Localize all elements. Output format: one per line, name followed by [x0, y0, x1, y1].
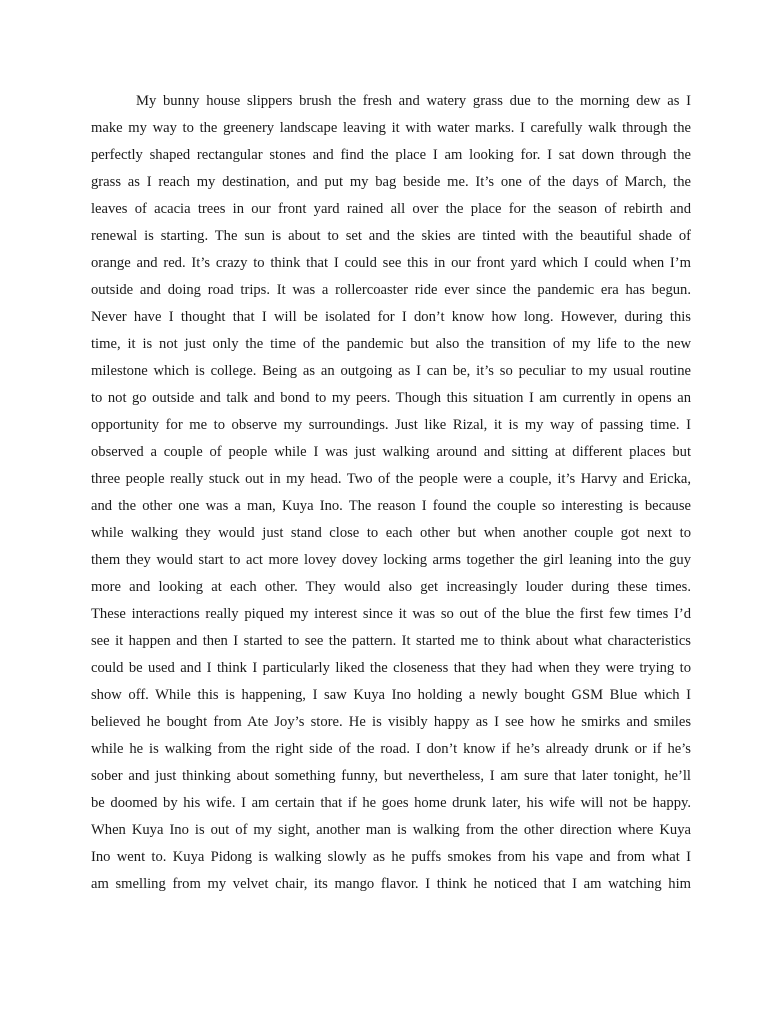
paragraph-line: time, it is not just only the time of the pandemic but also the transition of my life to the new — [91, 336, 691, 352]
paragraph-line: be doomed by his wife. I am certain that if he goes home drunk later, his wife will not be happy. — [91, 795, 691, 811]
paragraph-line: while he is walking from the right side of the road. I don’t know if he’s already drunk or if he’s — [91, 741, 691, 757]
paragraph-line: believed he bought from Ate Joy’s store. He is visibly happy as I see how he smirks and smiles — [91, 714, 691, 730]
paragraph-line: make my way to the greenery landscape leaving it with water marks. I carefully walk through the — [91, 120, 691, 136]
paragraph-line: more and looking at each other. They would also get increasingly louder during these times. — [91, 579, 691, 595]
paragraph-line: them they would start to act more lovey dovey locking arms together the girl leaning into the guy — [91, 552, 691, 568]
paragraph-line: renewal is starting. The sun is about to set and the skies are tinted with the beautiful shade of — [91, 228, 691, 244]
paragraph-line: show off. While this is happening, I saw Kuya Ino holding a newly bought GSM Blue which I — [91, 687, 691, 703]
paragraph-line: and the other one was a man, Kuya Ino. The reason I found the couple so interesting is because — [91, 498, 691, 514]
paragraph-line: My bunny house slippers brush the fresh and watery grass due to the morning dew as I — [136, 93, 691, 109]
paragraph-line: Ino went to. Kuya Pidong is walking slowly as he puffs smokes from his vape and from what I — [91, 849, 691, 865]
essay-paragraph — [91, 88, 691, 898]
paragraph-line: These interactions really piqued my interest since it was so out of the blue the first few times I’d — [91, 606, 691, 622]
paragraph-line: milestone which is college. Being as an outgoing as I can be, it’s so peculiar to my usual routine — [91, 363, 691, 379]
paragraph-line: When Kuya Ino is out of my sight, another man is walking from the other direction where Kuya — [91, 822, 691, 838]
paragraph-line: Never have I thought that I will be isolated for I don’t know how long. However, during this — [91, 309, 691, 325]
paragraph-line: while walking they would just stand close to each other but when another couple got next to — [91, 525, 691, 541]
paragraph-line: grass as I reach my destination, and put my bag beside me. It’s one of the days of March, the — [91, 174, 691, 190]
paragraph-line: observed a couple of people while I was just walking around and sitting at different places but — [91, 444, 691, 460]
paragraph-line: leaves of acacia trees in our front yard rained all over the place for the season of rebirth and — [91, 201, 691, 217]
paragraph-line: to not go outside and talk and bond to my peers. Though this situation I am currently in opens an — [91, 390, 691, 406]
paragraph-line: three people really stuck out in my head. Two of the people were a couple, it’s Harvy and Ericka, — [91, 471, 691, 487]
paragraph-line: see it happen and then I started to see the pattern. It started me to think about what characteristics — [91, 633, 691, 649]
paragraph-line: sober and just thinking about something funny, but nevertheless, I am sure that later tonight, he’ll — [91, 768, 691, 784]
paragraph-line: could be used and I think I particularly liked the closeness that they had when they were trying to — [91, 660, 691, 676]
paragraph-line: perfectly shaped rectangular stones and find the place I am looking for. I sat down through the — [91, 147, 691, 163]
paragraph-line: opportunity for me to observe my surroundings. Just like Rizal, it is my way of passing time. I — [91, 417, 691, 433]
paragraph-line: am smelling from my velvet chair, its mango flavor. I think he noticed that I am watching him — [91, 876, 691, 892]
paragraph-line: orange and red. It’s crazy to think that I could see this in our front yard which I could when I’m — [91, 255, 691, 271]
paragraph-line: outside and doing road trips. It was a rollercoaster ride ever since the pandemic era has begun. — [91, 282, 691, 298]
